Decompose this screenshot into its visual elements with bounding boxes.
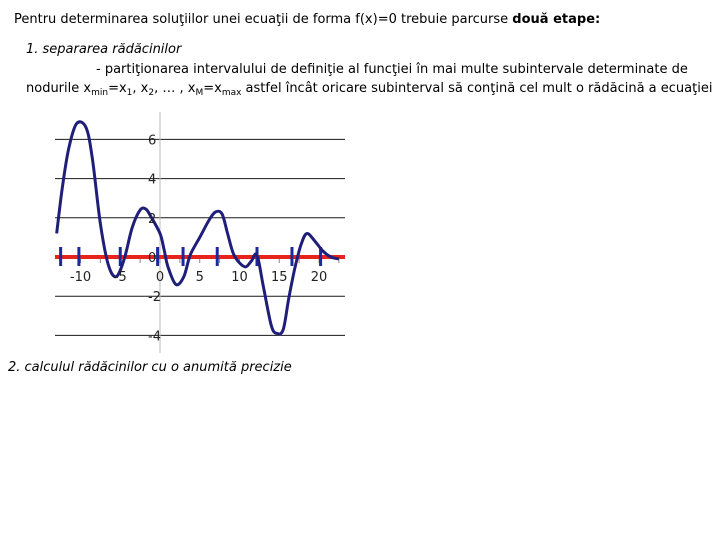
partition-description: - partiţionarea intervalului de definiţie al funcţiei în mai multe subintervale determinate de bbox=[96, 62, 688, 77]
step2-title: 2. calculul rădăcinilor cu o anumită precizie bbox=[8, 360, 292, 375]
x-tick-label: 0 bbox=[155, 270, 165, 285]
x-tick-label: 5 bbox=[195, 270, 204, 285]
y-tick-label: 4 bbox=[148, 172, 157, 188]
y-tick-label: 2 bbox=[148, 211, 157, 227]
x-tick-label: 20 bbox=[310, 270, 328, 285]
x-tick-label: -10 bbox=[69, 270, 92, 285]
x-tick-label: -5 bbox=[113, 270, 127, 285]
function-curve bbox=[57, 122, 339, 334]
intro-text: Pentru determinarea soluţiilor unei ecuaţii de forma f(x)=0 trebuie parcurse bbox=[14, 12, 513, 27]
intro-bold-text: două etape: bbox=[512, 12, 601, 27]
nodes-description: nodurile $x_{min}=x_1$, $x_2$, … , $x_M=x_{max}$ astfel încât oricare subinterval să conţină cel mult o rădăcină a ecuaţiei bbox=[26, 81, 713, 98]
x-tick-label: 10 bbox=[231, 270, 248, 285]
step1-title: 1. separarea rădăcinilor bbox=[26, 42, 182, 57]
y-tick-label: 0 bbox=[148, 251, 157, 266]
x-tick-label: 15 bbox=[270, 270, 288, 285]
y-tick-label: -4 bbox=[148, 329, 161, 345]
y-tick-label: -2 bbox=[148, 290, 161, 306]
y-tick-label: 6 bbox=[148, 133, 157, 149]
